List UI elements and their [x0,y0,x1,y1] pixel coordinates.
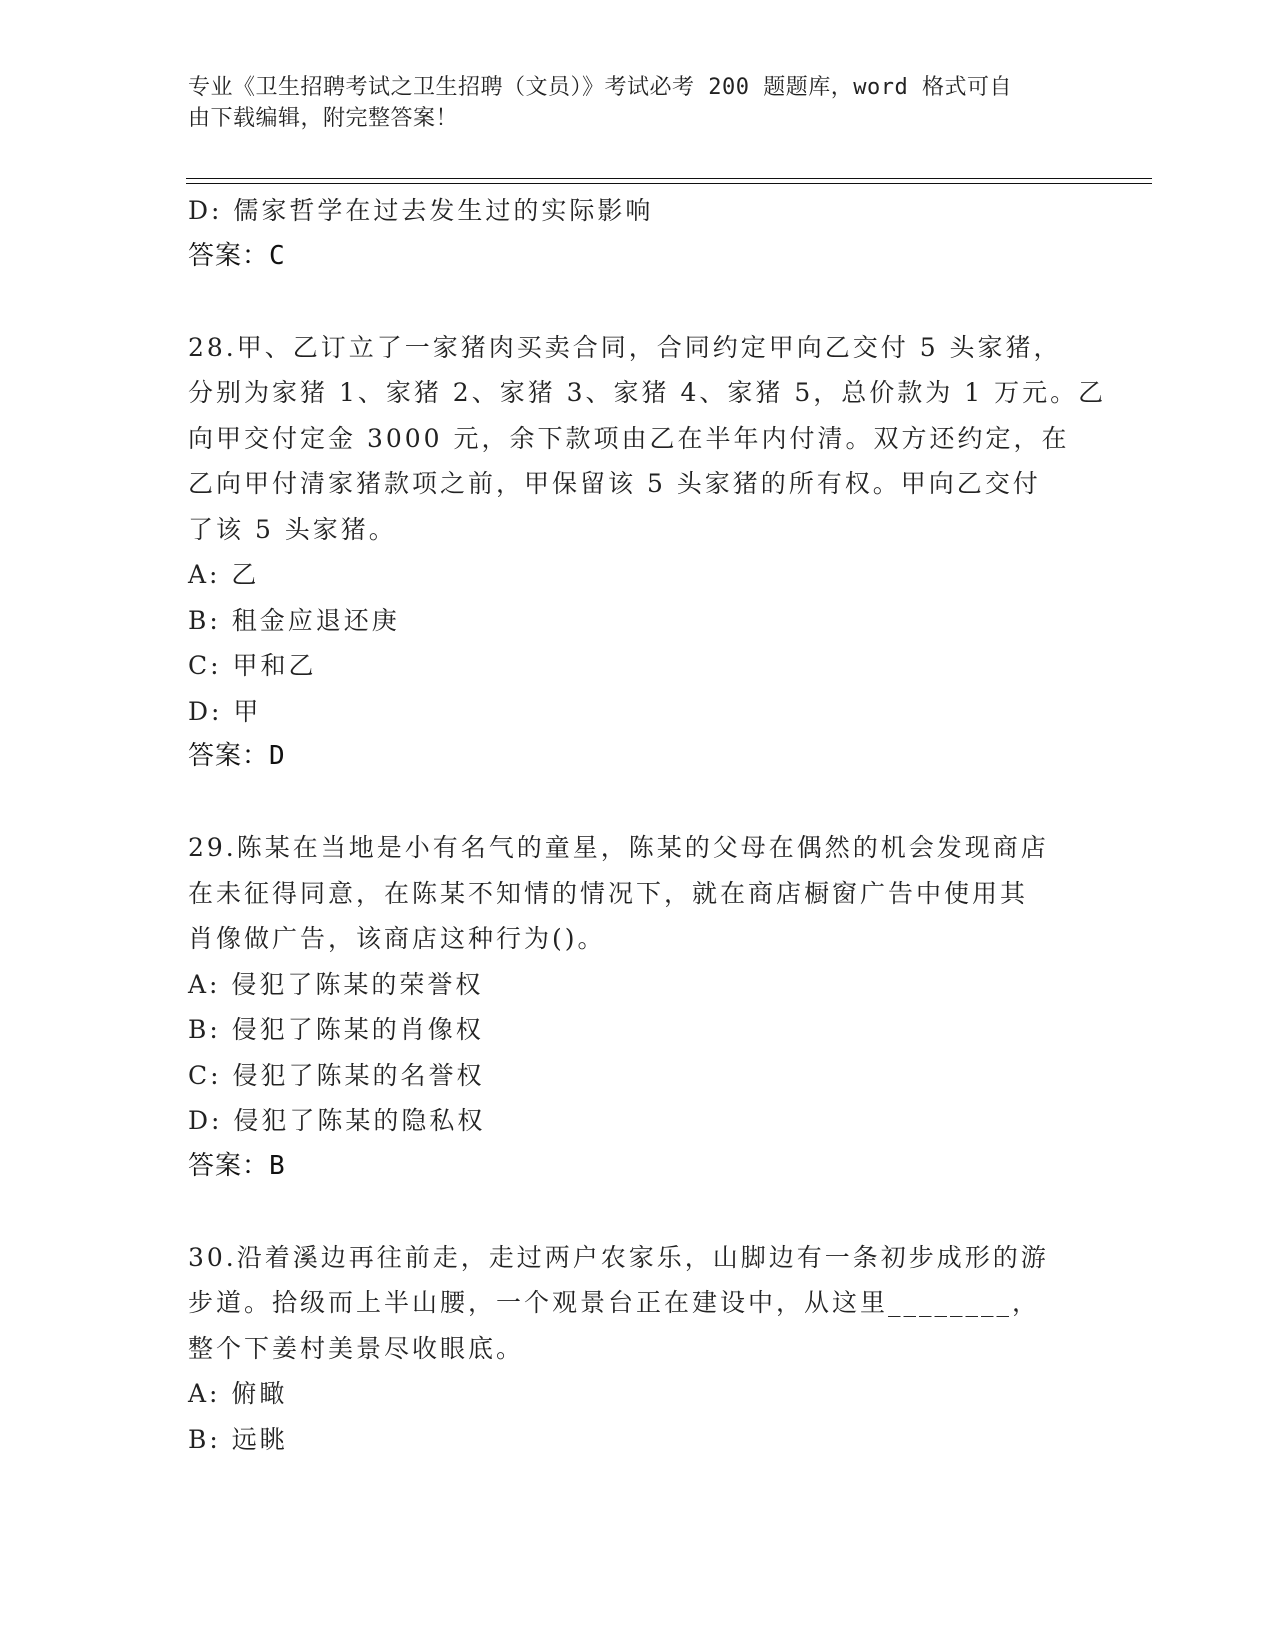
spacer [188,279,1088,325]
header-line-1: 专业《卫生招聘考试之卫生招聘（文员）》考试必考 200 题题库，word 格式可自 [188,75,1012,100]
question-stem-line: 了该 5 头家猪。 [188,514,397,544]
answer: 答案：D [188,741,286,771]
header-line-2: 由下载编辑，附完整答案！ [188,106,459,131]
option-b: B: 租金应退还庚 [188,605,400,635]
option-a: A: 侵犯了陈某的荣誉权 [188,969,484,999]
page-header [188,72,1068,134]
question-stem-line: 30.沿着溪边再往前走，走过两户农家乐，山脚边有一条初步成形的游 [188,1242,1049,1272]
question-stem-line: 整个下姜村美景尽收眼底。 [188,1333,525,1363]
question-stem-line: 向甲交付定金 3000 元，余下款项由乙在半年内付清。双方还约定，在 [188,423,1070,453]
question-28 [188,325,1107,780]
question-stem-line: 肖像做广告，该商店这种行为()。 [188,924,606,953]
prev-option-d: D: 儒家哲学在过去发生过的实际影响 [188,196,654,225]
option-c: C: 甲和乙 [188,651,317,680]
question-content [188,188,1107,1462]
question-stem-line: 28.甲、乙订立了一家猪肉买卖合同，合同约定甲向乙交付 5 头家猪， [188,332,1062,362]
question-stem-line: 分别为家猪 1、家猪 2、家猪 3、家猪 4、家猪 5，总价款为 1 万元。乙 [188,378,1107,407]
spacer [188,780,1088,826]
header-rule-top [186,178,1152,179]
option-a: A: 乙 [188,560,260,589]
option-b: B: 侵犯了陈某的肖像权 [188,1015,484,1044]
question-30 [188,1235,1088,1463]
answer: 答案：B [188,1150,286,1181]
option-a: A: 俯瞰 [188,1379,288,1408]
option-d: D: 侵犯了陈某的隐私权 [188,1106,486,1135]
option-c: C: 侵犯了陈某的名誉权 [188,1060,485,1090]
question-stem-line: 29.陈某在当地是小有名气的童星，陈某的父母在偶然的机会发现商店 [188,833,1049,862]
option-d: D: 甲 [188,696,262,726]
question-stem-line: 乙向甲付清家猪款项之前，甲保留该 5 头家猪的所有权。甲向乙交付 [188,469,1041,498]
header-rule-bottom [186,183,1152,184]
spacer [188,1189,1088,1235]
question-stem-line: 步道。拾级而上半山腰，一个观景台正在建设中，从这里________， [188,1288,1041,1317]
question-29 [188,825,1088,1189]
prev-answer: 答案：C [188,240,286,271]
option-b: B: 远眺 [188,1424,288,1454]
question-stem-line: 在未征得同意，在陈某不知情的情况下，就在商店橱窗广告中使用其 [188,878,1029,908]
